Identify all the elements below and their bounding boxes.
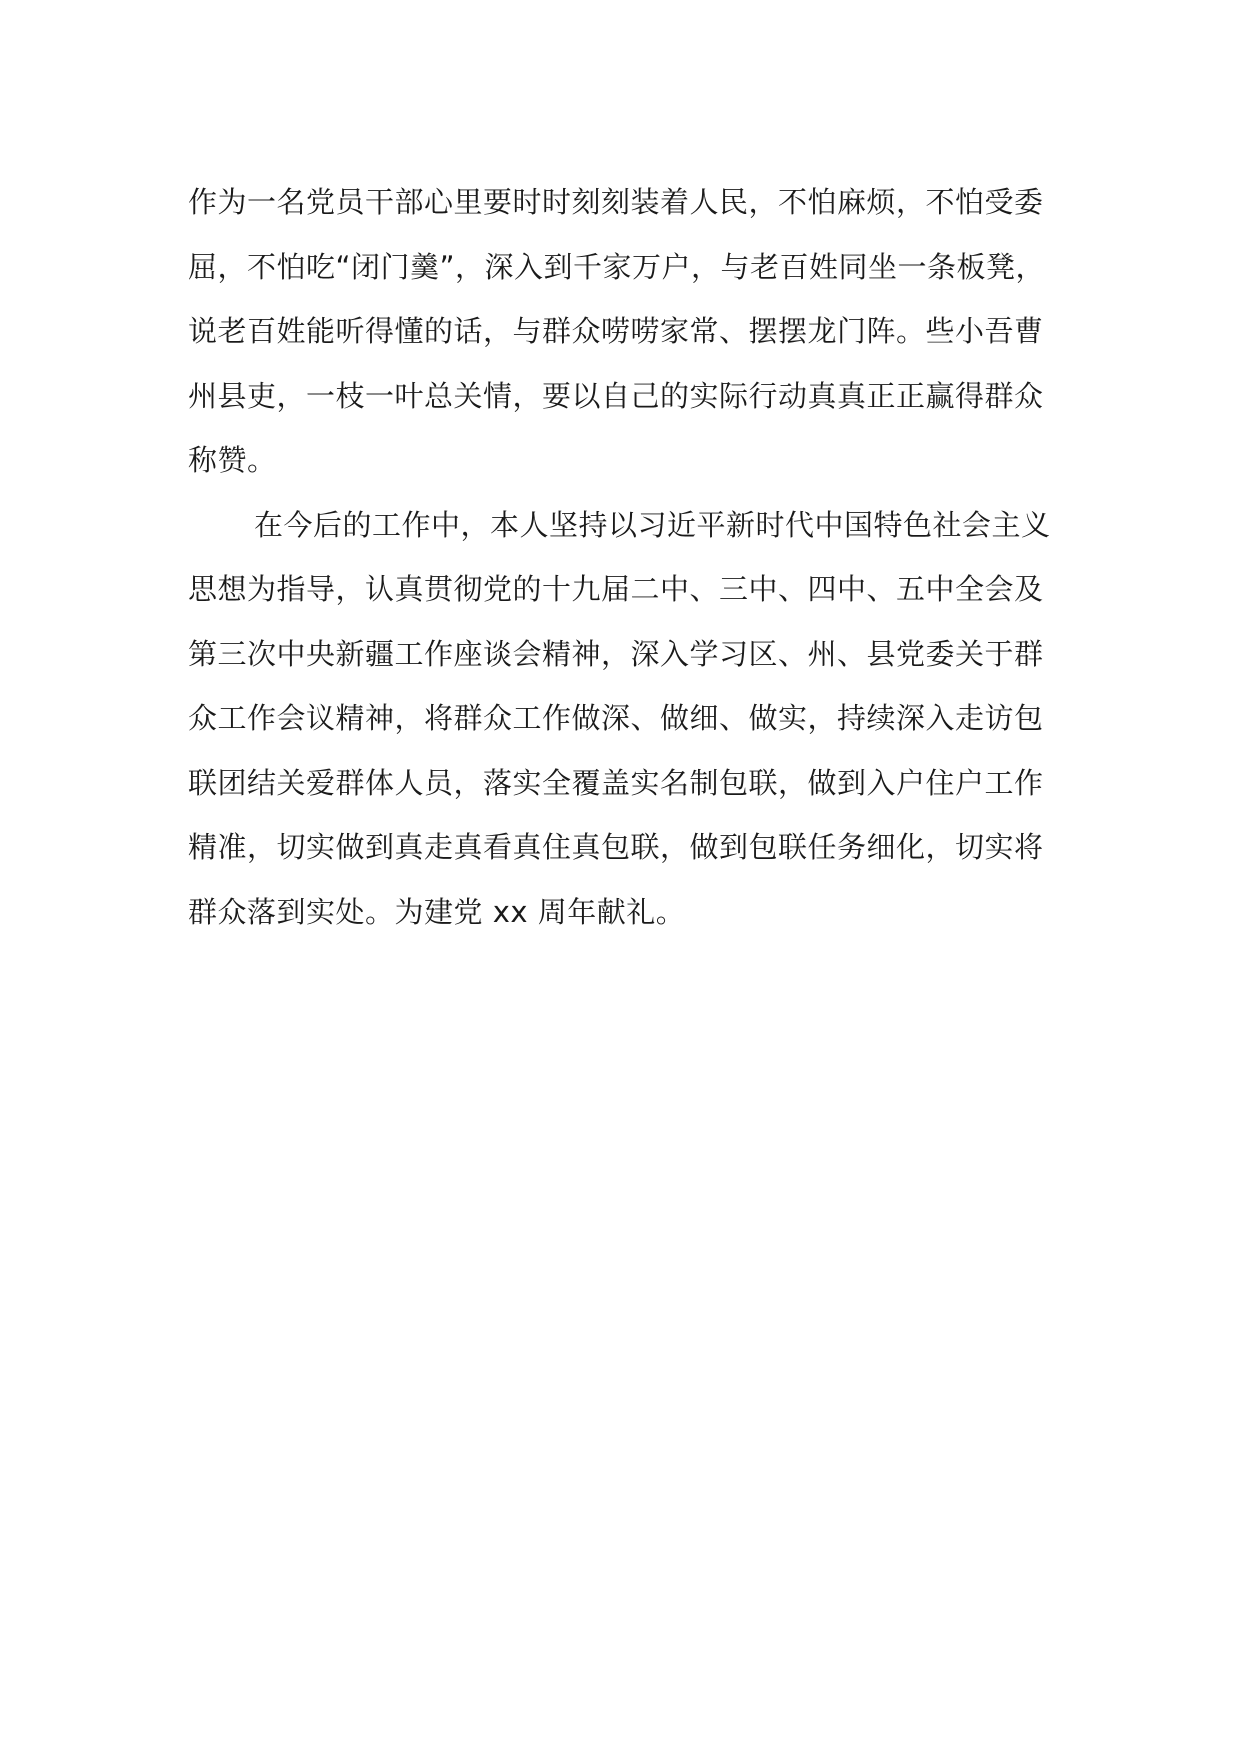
document-body	[188, 170, 1068, 944]
paragraph-line: 州县吏，一枝一叶总关情，要以自己的实际行动真真正正赢得群众	[188, 378, 1044, 413]
paragraph-line: 众工作会议精神，将群众工作做深、做细、做实，持续深入走访包	[188, 701, 1044, 735]
paragraph-1	[188, 170, 1068, 493]
paragraph-line: 说老百姓能听得懂的话，与群众唠唠家常、摆摆龙门阵。些小吾曹	[188, 314, 1044, 348]
paragraph-line: 精准，切实做到真走真看真住真包联，做到包联任务细化，切实将	[188, 830, 1044, 864]
paragraph-line: 屈，不怕吃“闭门羹”，深入到千家万户，与老百姓同坐一条板凳，	[188, 249, 1046, 284]
paragraph-line: 联团结关爱群体人员，落实全覆盖实名制包联，做到入户住户工作	[188, 765, 1044, 800]
paragraph-line: 群众落到实处。为建党 xx 周年献礼。	[188, 894, 686, 929]
paragraph-2	[188, 493, 1068, 945]
paragraph-line: 第三次中央新疆工作座谈会精神，深入学习区、州、县党委关于群	[188, 636, 1044, 671]
paragraph-line: 作为一名党员干部心里要时时刻刻装着人民，不怕麻烦，不怕受委	[188, 185, 1044, 219]
paragraph-line: 思想为指导，认真贯彻党的十九届二中、三中、四中、五中全会及	[188, 572, 1044, 606]
paragraph-line: 称赞。	[188, 443, 277, 477]
paragraph-line: 在今后的工作中，本人坚持以习近平新时代中国特色社会主义	[254, 507, 1051, 542]
